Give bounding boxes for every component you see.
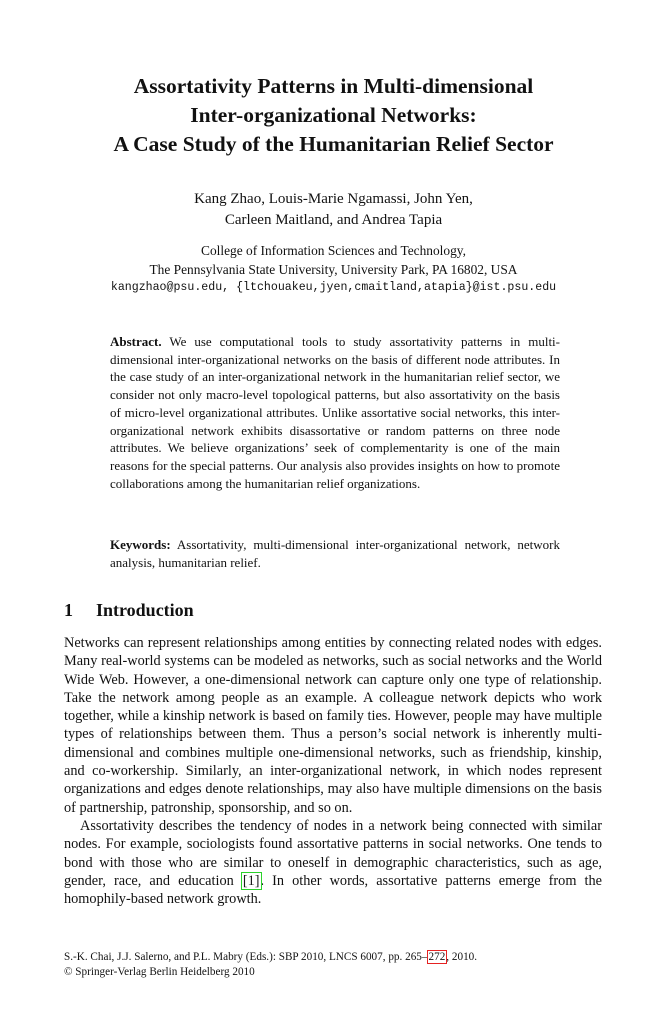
title-line: Assortativity Patterns in Multi-dimensional <box>133 74 534 98</box>
affiliation-line: College of Information Sciences and Technology, <box>201 243 466 258</box>
abstract-label: Abstract. <box>110 334 162 349</box>
page-range-link[interactable]: 272 <box>428 951 446 963</box>
copyright: © Springer-Verlag Berlin Heidelberg 2010 <box>64 966 255 978</box>
abstract-text: We use computational tools to study assortativity patterns in multi-dimensional inter-organizational networks on the basis of different node attributes. In the case study of an inter-organizational network in the humanitarian relief sector, we consider not only macro-level topological patterns, but also assortativity on the basis of micro-level organizational attributes. Unlike assortative social networks, this inter-organizational network exhibits disassortative or random patterns on three node attributes. We believe organizations’ seek of complementarity is one of the main reasons for the special patterns. Our analysis also provides insights on how to promote collaborations among the humanitarian relief organizations. <box>110 334 561 491</box>
footer <box>64 950 477 980</box>
keywords-text: Assortativity, multi-dimensional inter-organizational network, network analysis, humanitarian relief. <box>110 537 560 570</box>
citation-link[interactable]: [1] <box>242 872 260 889</box>
paragraph-text: . In other words, assortative patterns emerge from the homophily-based network growth. <box>64 872 602 908</box>
author-list <box>40 189 627 231</box>
keywords <box>110 536 560 571</box>
affiliation-line: The Pennsylvania State University, University Park, PA 16802, USA <box>149 261 518 277</box>
paragraph: Networks can represent relationships among entities by connecting related nodes with edges. Many real-world systems can be modeled as networks, such as social networks and the World Wide Web. However, a one-dimensional network can capture only one type of relationship. Take the network among people as an example. A colleague network depicts who work together, while a kinship network is based on family ties. However, people may have multiple types of relationships between them. Thus a person’s social network is inherently multi-dimensional and combines multiple one-dimensional networks, such as friendship, kinship, and co-workership. Similarly, an inter-organizational network, in which nodes represent organizations and edges denote relationships, may also have multiple dimensions on the basis of partnership, patronship, sponsorship, and so on. <box>64 635 602 816</box>
keywords-label: Keywords: <box>110 537 171 552</box>
abstract <box>110 333 560 492</box>
title-line: Inter-organizational Networks: <box>190 103 477 127</box>
paragraph <box>64 817 602 908</box>
section-title: Introduction <box>96 600 194 620</box>
section-number: 1 <box>64 600 73 620</box>
footer-text: , 2010. <box>446 951 478 963</box>
footer-citation <box>64 950 477 965</box>
section-heading <box>64 598 194 622</box>
paper-title <box>40 72 627 159</box>
author-line: Kang Zhao, Louis-Marie Ngamassi, John Yen, <box>194 191 473 207</box>
author-emails: kangzhao@psu.edu, {ltchouakeu,jyen,cmaitland,atapia}@ist.psu.edu <box>110 281 557 294</box>
introduction-body <box>64 634 602 908</box>
title-line: A Case Study of the Humanitarian Relief Sector <box>113 132 554 156</box>
paragraph-text: Assortativity describes the tendency of nodes in a network being connected with similar nodes. For example, sociologists found assortative patterns in social networks. One tends to bond with those who are similar to oneself in demographic characteristics, such as age, gender, race, and education <box>64 817 602 889</box>
author-line: Carleen Maitland, and Andrea Tapia <box>224 212 443 228</box>
footer-text: S.-K. Chai, J.J. Salerno, and P.L. Mabry (Eds.): SBP 2010, LNCS 6007, pp. 265– <box>64 951 428 963</box>
affiliation <box>40 242 627 298</box>
